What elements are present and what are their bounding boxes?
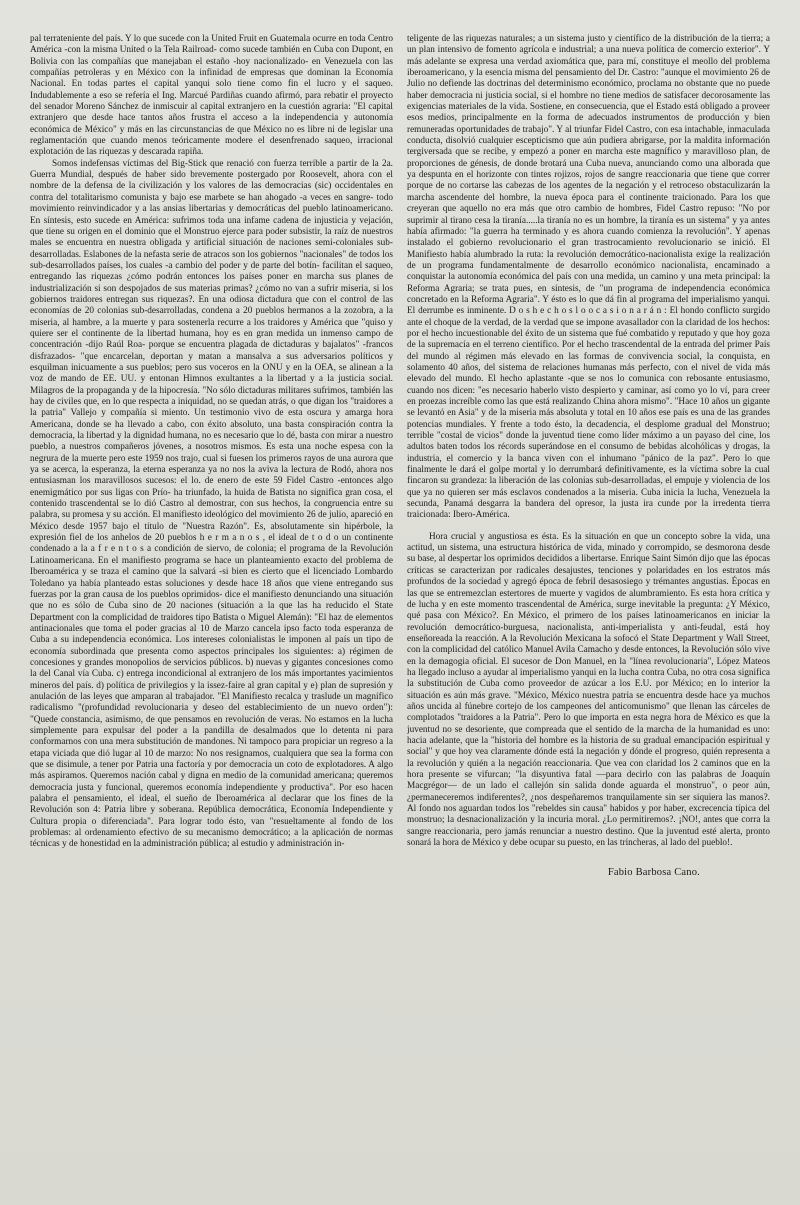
left-column xyxy=(30,34,393,1184)
right-paragraph-2: Hora crucial y angustiosa es ésta. Es la situación en que un concepto sobre la vida, una actitud, un sistema, una estructura histórica de vida, minado y corrompido, se desmorona desde su base, al despertar los oprimidos decididos a libertarse. Enrique Saint Simón dijo que las épocas críticas se caracterizan por radicales desajustes, tenciones y polaridades en los estratos más profundos de la sociedad y agregó época de febril desasosiego y trémantes angustias. Épocas en las que se entremezclan estertores de muerte y vagidos de alumbramiento. Es esta hora crítica y de lucha y en este momento trascendental de América, surge inevitable la pregunta: ¿Y México, qué pasa con México?. En México, el primero de los países latinoamericanos en iniciar la revolución democrático-burguesa, nacionalista, anti-imperialista y anti-feudal, está hoy enseñoreada la reacción. A la Revolución Mexicana la sofocó el State Department y Wall Street, con la complicidad del católico Manuel Avila Camacho y desde entonces, la Revolución sólo vive en la demagogia oficial. El sucesor de Don Manuel, en la "línea revolucionaria", López Mateos ha llegado incluso a ayudar al imperialismo yanqui en la lucha contra Cuba, no otra cosa significa la substitución de Cuba como proveedor de azúcar a los E.U. por México; en lo interior la situación es aún más grave. "México, México nuestra patria se encuentra desde hace ya muchos años uncida al fúnebre cortejo de los campeones del anticomunismo" que llenan las cárceles de complotados "traidores a la Patria". Pero lo que importa en esta negra hora de México es que la juventud no se desoriente, que compreada que el sentido de la marcha de la humanidad es uno: hacia adelante, que la "historia del hombre es la historia de su gradual emancipación espiritual y social" y que hoy vea claramente dónde está la negación y dónde el progreso, quién representa a la revolución y quién a la negación reaccionaria. Que vea con claridad los 2 caminos que en la hora presente se vifurcan; "la disyuntiva fatal —para decirlo con las palabras de Joaquín Macgrégor— de un lado el callejón sin salida donde aguarda el monstruo", o peor aún, ¿permaneceremos indiferentes?, ¿nos despeñaremos tranquilamente sin ser siquiera las manos?. Al fondo nos aguardan todos los "rebeldes sin causa" habidos y por haber, excrecencia típica del monstruo; la desnacionalización y la incuria moral. ¿Lo permitiremos?. ¡NO!, antes que corra la sangre reaccionaria, pero jamás renunciar a nuestro destino. Que la juventud esté alerta, pronto sonará la hora de México y debe ocupar su puesto, en las trincheras, al lado del pueblo!. xyxy=(407,531,770,849)
left-paragraph-2: Somos indefensas víctimas del Big-Stick que renació con fuerza terrible a partir de la 2a. Guerra Mundial, después de haber sido brevemente postergado por Roosevelt, ahora con el nombre de la defensa de la civilización y los valores de las democracias (sic) occidentales en contra del totalitarismo comunista y bajo ese marbete se han ahogado -a veces en sangre- todo movimiento reinvindicador y a las ansias libertarias y democráticas del pueblo latinoamericano. En síntesis, esto sucede en América: sufrimos toda una infame cadena de injusticia y vejación, que tiene su origen en el dominio que el Monstruo ejerce para poder subsistir, la raíz de nuestros males se encuentra en nuestra obligada y artificial situación de naciones semi-coloniales sub-desarrolladas. Eslabones de la nefasta serie de atracos son los gobiernos "nacionales" de todos los sub-desarrollados países, los cuales -a cambio del poder y de parte del botín- facilitan el saqueo, entregando las riquezas ¿cómo podrán entonces los países poner en marcha sus planes de industrialización si son despojados de sus materias primas? ¿cómo no van a sufrir miseria, si los gobiernos traidores entregan sus riquezas?. En una odiosa dictadura que con el control de las economías de 20 colonias sub-desarrolladas, condena a 20 pueblos hermanos a la zozobra, a la miseria, al hambre, a la muerte y para sostenerla recurre a los traidores y América que "quiso y quiere ser el continente de la libertad humana, hoy es en gran medida un inmenso campo de concentración -dijo Raúl Roa- porque se encuentra plagada de dictaduras y bajalatos" -francos disfrazados- "que encarcelan, deportan y matan a mansalva a sus adversarios políticos y esquilman inicuamente a sus pueblos; pero sus voceros en la ONU y en la OEA, se alinean a la voz de mando de EE. UU. y entonan Himnos exultantes a la libertad y a la justicia social. Milagros de la propaganda y de la hipocresía. "No sólo dictaduras militares sufrimos, también las hay de civiles que, en lo que respecta a iniquidad, no se quedan atrás, o que digan los "traidores a la patria" Vallejo y compañía si miento. Un testimonio vivo de esta oscura y amarga hora Americana, donde se ha llevado a cabo, con éxito absoluto, una basta conspiración contra la democracia, la libertad y la dignidad humana, no es necesario que lo dé, basta con mirar a nuestro pueblo, a nuestros compañeros jóvenes, a nosotros mismos. Es esta una noche espesa con la negrura de la muerte pero este 1959 nos trajo, cual si fuesen los primeros rayos de una aurora que ya se acerca, la esperanza, la eterna esperanza ya no nos la aviva la lectura de Rodó, ahora nos entusiasman los maravillosos sucesos: el lo. de enero de este 59 Fidel Castro -entonces algo enemigmático por sus ligas con Prío- ha triunfado, la huida de Batista no significa gran cosa, el contenido trascendental se lo dió Castro al demostrar, con sus hechos, la congruencia entre su palabra, su promesa y su acción. El manifiesto ideológico del movimiento 26 de julio, apareció en México desde 1957 bajo el título de "Nuestra Razón". Es, absolutamente sin hipérbole, la expresión fiel de los anhelos de 20 pueblos h e r m a n o s , el ideal de t o d o un continente condenado a la a f r e n t o s a condición de siervo, de colonia; el programa de la Revolución Latinoamericana. En el manifiesto programa se hace un planteamiento exacto del problema de Iberoamérica y se traza el camino que la salvará -si bien es cierto que el licenciado Lombardo Toledano ya había planteado estas soluciones y desde hace 18 años que viene entregando sus fuerzas por la gran causa de los pueblos oprimidos- dice el manifiesto denunciando una situación que no es sólo de Cuba sino de 20 naciones (situación a la que las ha reducido el State Department con la complicidad de traidores tipo Batista o Miguel Alemán): "El haz de elementos antinacionales que toma el poder gracias al 10 de Marzo cancela ipso facto toda esperanza de Cuba a su independencia económica. Los intereses colonialistas le imponen al país un tipo de economía subordinada que presenta como aspectos principales los siguientes: a) régimen de concesiones y grandes monopolios de servicios públicos. b) nuevas y gigantes concesiones como la del Canal vía Cuba. c) entrega incondicional al extranjero de los más importantes yacimientos mineros del país. d) política de privilegios y la issez-faire al gran capital y e) plan de supresión y anulación de las leyes que amparan al trabajador. "El Manifiesto recalca y traslude un magnífico radicalismo "(profundidad revolucionaria y deseo del establecimiento de un nuevo orden"): "Quede constancia, asimismo, de que pensamos en revolución de veras. No estamos en la lucha simplemente para expulsar del poder a la pandilla de desalmados que lo detenta ni para conformarnos con una mera substitución de mandones. Ni tampoco para propiciar un regreso a la etapa viciada que dió lugar al 10 de marzo: No nos resignamos, cualquiera que sea la forma con que se disimule, a tener por Patria una factoría y por democracia un coto de explotadores. A algo más aspiramos. Queremos nación cabal y digna en medio de la comunidad americana; queremos democracia justa y funcional, queremos economía independiente y productiva". Por eso hacen palabra el pensamiento, el ideal, el sueño de Iberoamérica al declarar que los fines de la Revolución son 4: Patria libre y soberana. República democrática, Economía Independiente y Cultura propia o diferenciada". Para lograr todo ésto, van "resueltamente al fondo de los problemas: al ordenamiento efectivo de su mecanismo democrático; a la aplicación de normas técnicas y de honestidad en la administración pública; al estudio y administración in- xyxy=(30,158,393,850)
right-column xyxy=(407,34,770,1184)
right-paragraph-1: teligente de las riquezas naturales; a un sistema justo y científico de la distribución de la tierra; a un plan intensivo de fomento agrícola e industrial; a una nueva política de comercio exterior". Y más adelante se expresa una verdad axiomática que, para mí, constituye el meollo del problema iberoamericano, y la esencia misma del pensamiento del Dr. Castro: "aunque el movimiento 26 de Julio no defiende las doctrinas del determinismo económico, proclama no obstante que no puede haber democracia ni justicia social, si el hombre no tiene medios de satisfacer decorosamente las exigencias materiales de la vida. Sostiene, en consecuencia, que el Estado está obligado a proveer esos medios, principalmente en la forma de adecuados instrumentos de producción y bien remuneradas oportunidades de trabajo". Y al triunfar Fidel Castro, con esa intachable, inmaculada conducta, disolvió cualquier escepticismo que aún pudiera abrigarse, por la maldita información tergiversada que se recibe, y empezó a poner en marcha este magnífico y maravilloso plan, de proporciones de génesis, de donde brotará una Cuba nueva, anunciando como una alborada que ya despunta en el horizonte con tintes rojizos, rojos de sangre reaccionaria que tiene que correr porque de no cortarse las cabezas de los agentes de la negación y el retroceso obstaculizarán la marcha ascendente del hombre, la nueva época para el continente traicionado. Para los que creyeran que aquello no era más que otro cambio de hombres, Fidel Castro repuso: "No por suprimir al tirano cesa la tiranía.....la tiranía no es un hombre, la tiranía es un sistema" y ya antes había afirmado: "la guerra ha terminado y es ahora cuando comienza la revolución". Y apenas instalado el gobierno revolucionario el gran trastrocamiento revolucionario se inició. El Manifiesto había alumbrado la ruta: la revolución democrático-nacionalista exige la realización de un programa fundamentalmente de desarrollo económico nacionalista, encaminado a conquistar la autonomía económica del país con una medida, un camino y una meta principal: la Reforma Agraria; se trata pues, en síntesis, de "un programa de independencia económica concretado en la Reforma Agraria". Y ésto es lo que dá fin al programa del imperialismo yanqui. El derrumbe es inminente. D o s h e c h o s l o o c a s i o n a r á n : El hondo conflicto surgido ante el choque de la verdad, de la verdad que se impone avasallador con la claridad de los hechos: por el hecho incuestionable del éxito de un sistema que fué combatido y reputado y que hoy goza de la supremacía en el terreno científico. Por el hecho trascendental de la entrada del primer País del mundo al régimen más elevado en las formas de convivencia social, la conquista, en solamento 40 años, del sistema de relaciones humanas más perfecto, con el nivel de vida más elevado del mundo. El hecho aplastante -que se nos lo comunica con rebosante entusiasmo, cuando nos dicen: "es necesario haberlo visto despierto y caminar, así como yo lo ví, para creer en proezas increíble como las que está realizando China ahora mismo". "Hace 10 años un gigante se levantó en Asia" y de la miseria más absoluta y total en 10 años ese país es una de las grandes potencias mundiales. Y frente a todo ésto, la decadencia, el desplome gradual del Monstruo; terrible "costal de vicios" donde la juventud tiene como líder máximo a un payaso del cine, los adultos baten todos los récords superándose en el consumo de bebidas alcohólicas y drogas, la industria, el comercio y la banca viven con el inhumano "pánico de la paz". Pero lo que finalmente le dará el golpe mortal y lo derrumbará definitivamente, es la víctima sobre la cual fincaron su grandeza: la liberación de las colonias sub-desarrolladas, el empuje y violencia de los que ya no quieren ser más esclavos condenados a la miseria. Cuba inicia la lucha, Venezuela la secunda, Panamá desgarra la bandera del opresor, la justa ira cunde por la irredenta tierra traicionada: Ibero-América. xyxy=(407,34,770,521)
author-signature: Fabio Barbosa Cano. xyxy=(607,867,700,879)
article-columns xyxy=(30,34,770,1184)
left-paragraph-1: pal terrateniente del país. Y lo que sucede con la United Fruit en Guatemala ocurre en toda Centro América -con la misma United o la Tela Railroad- como sucede también en Cuba con Dupont, en Bolivia con las compañías que manejaban el estaño -hoy nacionalizado- en Venezuela con las compañías petroleras y en México con la infinidad de empresas que dominan la Economía Nacional. En todas partes el capital yanqui solo tiene como fin el lucro y el saqueo. Indudablemente a eso se refería el Ing. Marcué Pardiñas cuando afirmó, para rebatir el proyecto del senador Moreno Sánchez de inmiscuir al capital extranjero en la cuestión agraria: "El capital extranjero que desde hace tantos años frustra el acceso a la independencia y autonomía económica de México" y más en las circunstancias de que México no es libre ni de legislar una reglamentación que cuando menos teóricamente modere el desenfrenado saqueo, irracional explotación de las riquezas y descarada rapiña. xyxy=(30,34,393,158)
